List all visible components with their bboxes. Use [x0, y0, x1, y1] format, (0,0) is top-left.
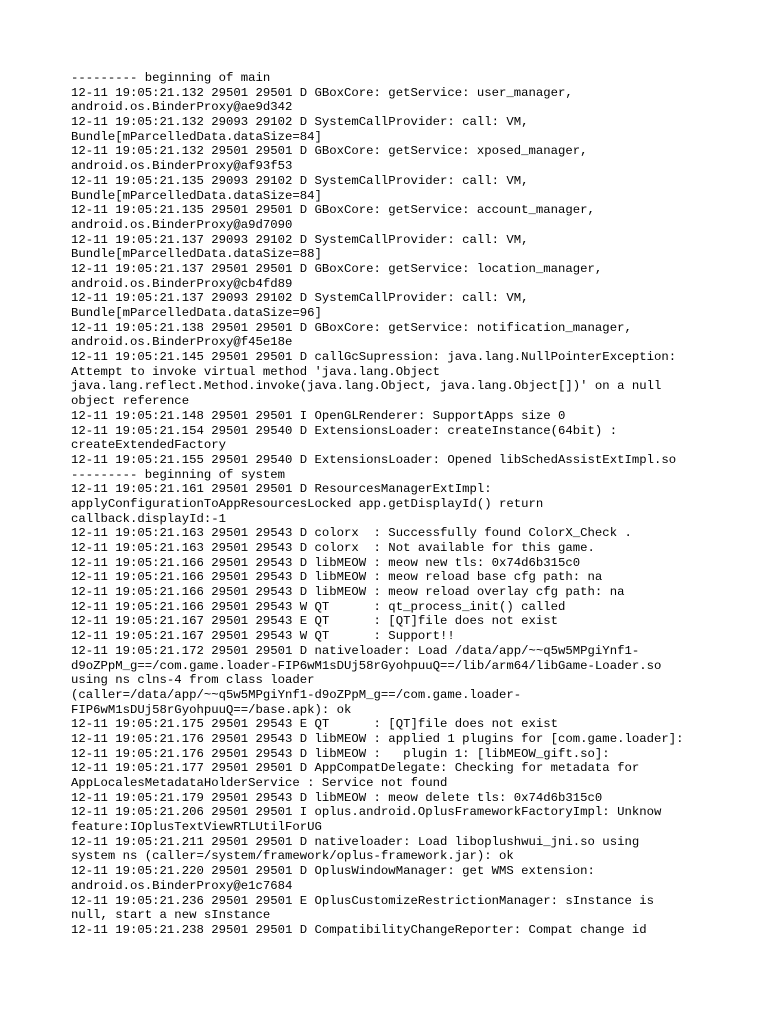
log-line: using ns clns-4 from class loader: [71, 673, 315, 688]
log-line: android.os.BinderProxy@f45e18e: [71, 335, 293, 350]
log-line: Bundle[mParcelledData.dataSize=84]: [71, 129, 322, 144]
log-line: --------- beginning of main: [71, 71, 271, 85]
log-line: 12-11 19:05:21.176 29501 29543 D libMEOW : applied 1 plugins for [com.game.loader]:: [71, 731, 684, 746]
log-line: Attempt to invoke virtual method 'java.lang.Object: [71, 364, 440, 379]
log-line: object reference: [71, 394, 190, 409]
log-line: 12-11 19:05:21.154 29501 29540 D ExtensionsLoader: createInstance(64bit) :: [71, 423, 618, 438]
log-line: 12-11 19:05:21.132 29501 29501 D GBoxCore: getService: xposed_manager,: [71, 144, 588, 159]
log-line: --------- beginning of system: [71, 467, 286, 482]
log-line: android.os.BinderProxy@e1c7684: [71, 878, 293, 893]
log-line: 12-11 19:05:21.167 29501 29543 E QT : [QT]file does not exist: [71, 614, 559, 629]
log-line: 12-11 19:05:21.167 29501 29543 W QT : Support!!: [71, 629, 455, 644]
log-line: callback.displayId:-1: [71, 511, 226, 526]
log-line: applyConfigurationToAppResourcesLocked app.getDisplayId() return: [71, 496, 544, 511]
log-line: 12-11 19:05:21.148 29501 29501 I OpenGLRenderer: SupportApps size 0: [71, 408, 566, 423]
log-line: 12-11 19:05:21.166 29501 29543 D libMEOW : meow reload base cfg path: na: [71, 570, 603, 585]
log-line: 12-11 19:05:21.132 29501 29501 D GBoxCore: getService: user_manager,: [71, 85, 573, 100]
log-line: 12-11 19:05:21.161 29501 29501 D ResourcesManagerExtImpl:: [71, 482, 492, 497]
log-line: AppLocalesMetadataHolderService : Service not found: [71, 776, 448, 790]
log-document: [71, 71, 731, 938]
log-line: 12-11 19:05:21.137 29093 29102 D SystemCallProvider: call: VM,: [71, 232, 529, 247]
log-line: Bundle[mParcelledData.dataSize=88]: [71, 247, 322, 262]
log-line: android.os.BinderProxy@cb4fd89: [71, 276, 293, 291]
log-line: 12-11 19:05:21.166 29501 29543 W QT : qt_process_init() called: [71, 599, 566, 614]
log-line: 12-11 19:05:21.155 29501 29540 D ExtensionsLoader: Opened libSchedAssistExtImpl.so: [71, 452, 677, 467]
log-line: 12-11 19:05:21.135 29501 29501 D GBoxCore: getService: account_manager,: [71, 203, 595, 218]
log-line: 12-11 19:05:21.145 29501 29501 D callGcSupression: java.lang.NullPointerException:: [71, 350, 677, 365]
log-line: 12-11 19:05:21.172 29501 29501 D nativeloader: Load /data/app/~~q5w5MPgiYnf1-: [71, 643, 640, 658]
log-line: 12-11 19:05:21.175 29501 29543 E QT : [QT]file does not exist: [71, 717, 559, 732]
log-line: 12-11 19:05:21.179 29501 29543 D libMEOW : meow delete tls: 0x74d6b315c0: [71, 790, 603, 805]
log-line: 12-11 19:05:21.236 29501 29501 E OplusCustomizeRestrictionManager: sInstance is: [71, 893, 654, 908]
log-line: 12-11 19:05:21.211 29501 29501 D nativeloader: Load liboplushwui_jni.so using: [71, 834, 640, 849]
log-line: java.lang.reflect.Method.invoke(java.lang.Object, java.lang.Object[])' on a null: [71, 379, 662, 394]
log-line: Bundle[mParcelledData.dataSize=84]: [71, 188, 322, 203]
log-line: 12-11 19:05:21.132 29093 29102 D SystemCallProvider: call: VM,: [71, 115, 529, 130]
log-line: 12-11 19:05:21.177 29501 29501 D AppCompatDelegate: Checking for metadata for: [71, 761, 640, 776]
log-line: feature:IOplusTextViewRTLUtilForUG: [71, 820, 322, 835]
log-line: 12-11 19:05:21.238 29501 29501 D CompatibilityChangeReporter: Compat change id: [71, 922, 647, 937]
log-line: FIP6wM1sDUj58rGyohpuuQ==/base.apk): ok: [71, 702, 352, 717]
log-line: 12-11 19:05:21.138 29501 29501 D GBoxCore: getService: notification_manager,: [71, 320, 632, 335]
log-line: android.os.BinderProxy@ae9d342: [71, 100, 293, 115]
log-line: Bundle[mParcelledData.dataSize=96]: [71, 306, 322, 320]
log-line: android.os.BinderProxy@a9d7090: [71, 217, 293, 232]
log-line: 12-11 19:05:21.137 29093 29102 D SystemCallProvider: call: VM,: [71, 291, 529, 306]
log-line: system ns (caller=/system/framework/oplus-framework.jar): ok: [71, 849, 514, 864]
log-line: 12-11 19:05:21.137 29501 29501 D GBoxCore: getService: location_manager,: [71, 261, 603, 276]
log-line: android.os.BinderProxy@af93f53: [71, 159, 293, 174]
log-line: (caller=/data/app/~~q5w5MPgiYnf1-d9oZPpM_g==/com.game.loader-: [71, 687, 522, 702]
log-line: 12-11 19:05:21.166 29501 29543 D libMEOW : meow reload overlay cfg path: na: [71, 585, 625, 600]
log-line: 12-11 19:05:21.206 29501 29501 I oplus.android.OplusFrameworkFactoryImpl: Unknow: [71, 805, 662, 820]
log-line: d9oZPpM_g==/com.game.loader-FIP6wM1sDUj58rGyohpuuQ==/lib/arm64/libGame-Loader.so: [71, 658, 662, 673]
log-line: 12-11 19:05:21.176 29501 29543 D libMEOW : plugin 1: [libMEOW_gift.so]:: [71, 746, 610, 761]
log-line: createExtendedFactory: [71, 438, 226, 453]
log-line: 12-11 19:05:21.163 29501 29543 D colorx : Not available for this game.: [71, 541, 595, 555]
log-line: 12-11 19:05:21.163 29501 29543 D colorx : Successfully found ColorX_Check .: [71, 526, 632, 541]
log-line: null, start a new sInstance: [71, 908, 271, 923]
log-line: 12-11 19:05:21.220 29501 29501 D OplusWindowManager: get WMS extension:: [71, 864, 595, 879]
log-line: 12-11 19:05:21.166 29501 29543 D libMEOW : meow new tls: 0x74d6b315c0: [71, 555, 581, 570]
log-line: 12-11 19:05:21.135 29093 29102 D SystemCallProvider: call: VM,: [71, 173, 529, 188]
